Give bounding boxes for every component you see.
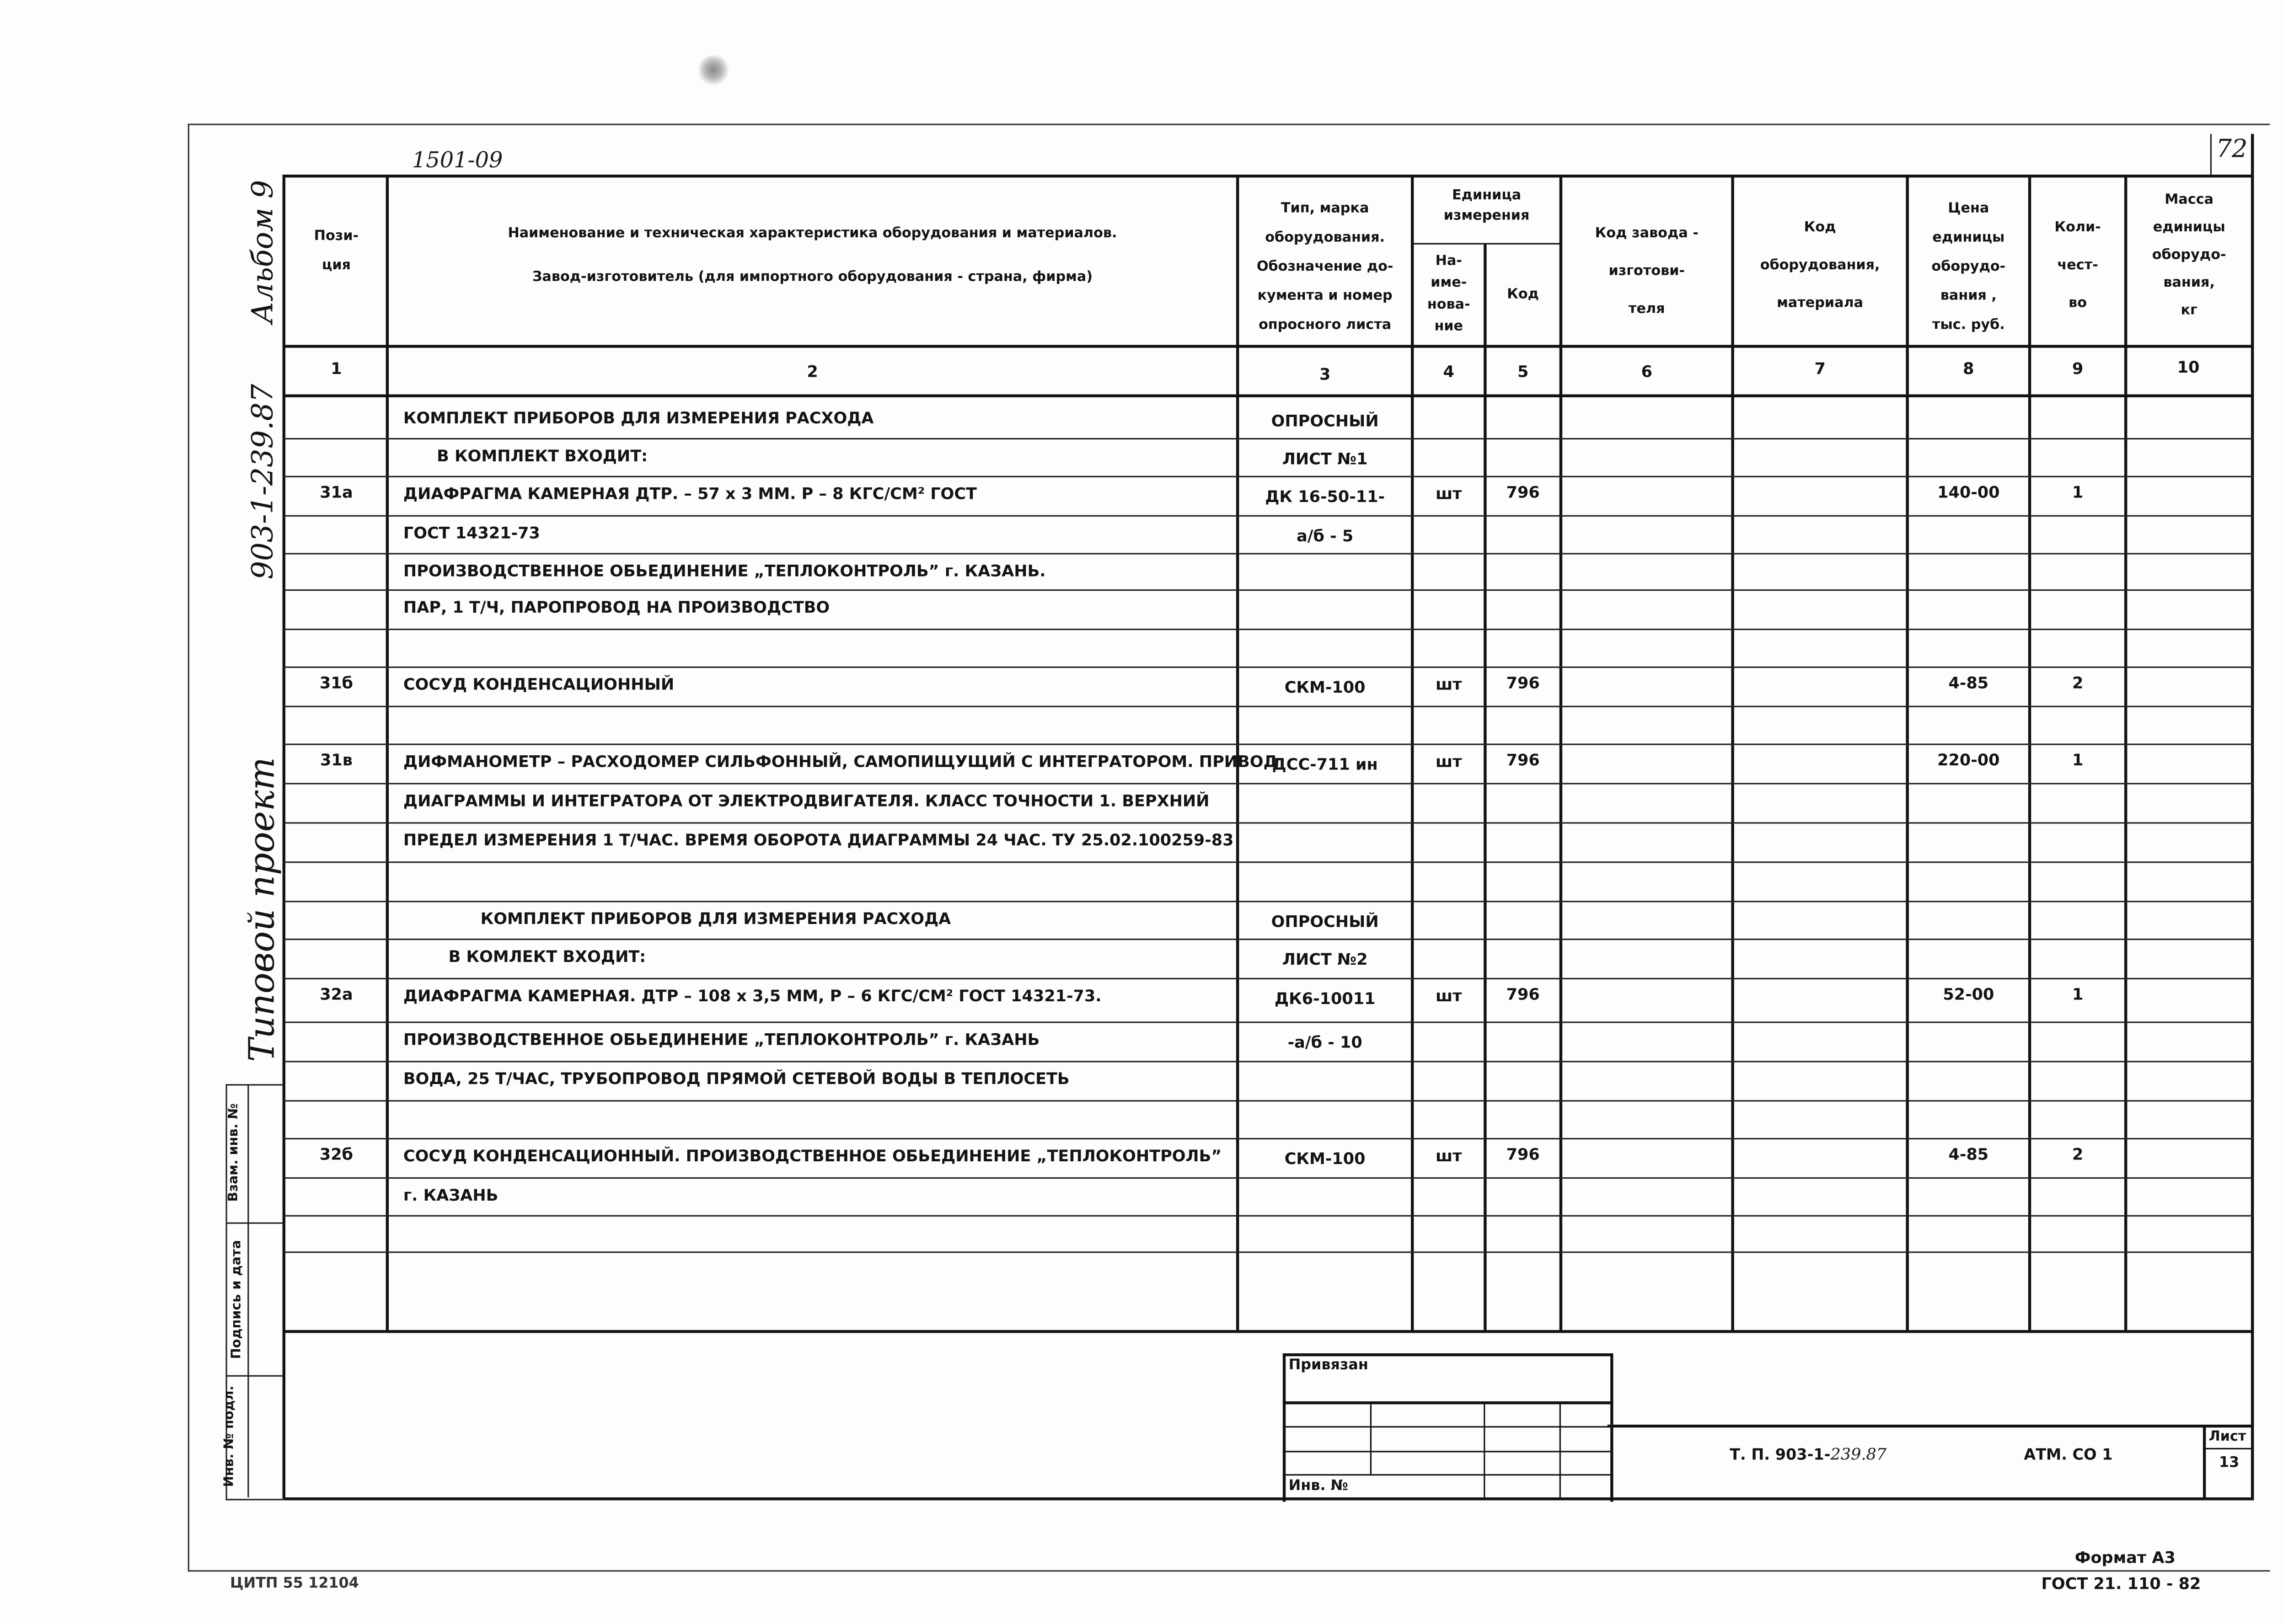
col-number-10: 10 bbox=[2177, 358, 2200, 377]
row-quantity: 2 bbox=[2072, 1145, 2084, 1165]
col-number-4: 4 bbox=[1443, 362, 1454, 381]
privyazan-hline-1 bbox=[1283, 1401, 1610, 1404]
row-price: 4-85 bbox=[1948, 1145, 1989, 1165]
row-name: ГОСТ 14321-73 bbox=[403, 524, 540, 543]
header-c7 bbox=[1734, 209, 1906, 323]
row-code: 796 bbox=[1506, 985, 1540, 1004]
row-unit: шт bbox=[1436, 752, 1462, 771]
header-c6 bbox=[1562, 215, 1731, 329]
stamp-label-podpis: Подпись и дата bbox=[230, 1240, 245, 1359]
row-code: 796 bbox=[1506, 483, 1540, 502]
outer-border-top bbox=[188, 124, 2270, 125]
row-divider bbox=[284, 978, 2254, 979]
header-c3-l3: Обозначение до- bbox=[1256, 259, 1393, 275]
row-divider bbox=[284, 861, 2254, 863]
row-name: ДИАФРАГМА КАМЕРНАЯ ДТР. – 57 х 3 ММ. Р – 8 КГС/СМ² ГОСТ bbox=[403, 484, 977, 504]
header-c10-l5: кг bbox=[2181, 303, 2197, 319]
title-block-top-line bbox=[1608, 1425, 2254, 1427]
col-number-3: 3 bbox=[1319, 365, 1331, 385]
header-c8-l3: оборудо- bbox=[1931, 259, 2006, 275]
row-price: 220-00 bbox=[1937, 751, 2000, 770]
header-c8-l4: вания , bbox=[1940, 288, 1997, 304]
row-type: ДСС-711 ин bbox=[1272, 755, 1378, 775]
header-c3 bbox=[1239, 195, 1411, 340]
row-name: ДИАГРАММЫ И ИНТЕГРАТОРА ОТ ЭЛЕКТРОДВИГАТЕЛЯ. КЛАСС ТОЧНОСТИ 1. ВЕРХНИЙ bbox=[403, 791, 1210, 811]
row-position: 31в bbox=[320, 751, 353, 770]
inv-no-label: Инв. № bbox=[1288, 1478, 1348, 1495]
row-code: 796 bbox=[1506, 1145, 1540, 1165]
header-c10-l1: Масса bbox=[2165, 192, 2214, 208]
table-bottom-line bbox=[284, 1330, 2254, 1333]
privyazan-hline-3 bbox=[1283, 1451, 1610, 1452]
row-type: ДК 16-50-11- bbox=[1265, 487, 1385, 507]
header-c7-l2: оборудования, bbox=[1760, 257, 1880, 274]
col-number-8: 8 bbox=[1963, 359, 1974, 379]
header-c7-l3: материала bbox=[1777, 295, 1864, 312]
header-c3-l1: Тип, марка bbox=[1281, 201, 1369, 217]
row-name: ПАР, 1 Т/Ч, ПАРОПРОВОД НА ПРОИЗВОДСТВО bbox=[403, 598, 830, 617]
frame-bottom bbox=[284, 1497, 2254, 1500]
header-c10-l2: единицы bbox=[2153, 219, 2225, 236]
row-name: г. КАЗАНЬ bbox=[403, 1186, 498, 1205]
doc-number-hand: 239.87 bbox=[1830, 1445, 1887, 1464]
col-number-7: 7 bbox=[1814, 359, 1826, 379]
row-divider bbox=[284, 939, 2254, 940]
row-divider bbox=[284, 629, 2254, 630]
header-c3-l2: оборудования. bbox=[1265, 230, 1385, 246]
header-c8 bbox=[1909, 195, 2028, 340]
row-unit: шт bbox=[1436, 484, 1462, 504]
side-note-album: Альбом 9 bbox=[244, 180, 280, 324]
row-name: ВОДА, 25 Т/ЧАС, ТРУБОПРОВОД ПРЯМОЙ СЕТЕВОЙ ВОДЫ В ТЕПЛОСЕТЬ bbox=[403, 1069, 1070, 1089]
row-code: 796 bbox=[1506, 673, 1540, 693]
col-number-9: 9 bbox=[2072, 359, 2084, 379]
row-name: КОМПЛЕКТ ПРИБОРОВ ДЛЯ ИЗМЕРЕНИЯ РАСХОДА bbox=[403, 409, 874, 428]
sheet-box-left bbox=[2203, 1425, 2206, 1499]
row-divider bbox=[284, 1100, 2254, 1101]
col-number-2: 2 bbox=[807, 362, 818, 381]
drawing-number: 1501-09 bbox=[412, 147, 503, 173]
row-price: 4-85 bbox=[1948, 673, 1989, 693]
header-c4-l1: На- bbox=[1435, 253, 1462, 269]
privyazan-vline-3 bbox=[1560, 1401, 1561, 1497]
corner-sheet-number: 72 bbox=[2216, 135, 2248, 165]
header-c9-l1: Коли- bbox=[2054, 219, 2101, 236]
vline-col6 bbox=[1731, 175, 1734, 1331]
format-label: Формат А3 bbox=[2074, 1548, 2176, 1567]
row-price: 140-00 bbox=[1937, 483, 2000, 502]
row-divider bbox=[284, 1251, 2254, 1253]
row-name: ПРОИЗВОДСТВЕННОЕ ОБЬЕДИНЕНИЕ „ТЕПЛОКОНТРОЛЬ” г. КАЗАНЬ. bbox=[403, 561, 1046, 581]
row-divider bbox=[284, 1061, 2254, 1062]
vline-col5 bbox=[1560, 175, 1562, 1331]
row-quantity: 2 bbox=[2072, 673, 2084, 693]
vline-col9 bbox=[2124, 175, 2127, 1331]
outer-border-bottom bbox=[188, 1570, 2270, 1571]
header-c6-l3: теля bbox=[1628, 301, 1665, 317]
row-name: КОМПЛЕКТ ПРИБОРОВ ДЛЯ ИЗМЕРЕНИЯ РАСХОДА bbox=[480, 909, 951, 929]
stamp-label-inv-podl: Инв. № подл. bbox=[223, 1385, 237, 1487]
row-quantity: 1 bbox=[2072, 985, 2084, 1004]
row-price: 52-00 bbox=[1943, 985, 1994, 1004]
header-unit-l1: Единица bbox=[1452, 187, 1522, 204]
privyazan-vline-2 bbox=[1484, 1401, 1485, 1497]
row-position: 32б bbox=[319, 1145, 354, 1165]
row-name: В КОМЛЕКТ ВХОДИТ: bbox=[448, 947, 646, 967]
row-divider bbox=[284, 476, 2254, 477]
header-c2-line1: Наименование и техническая характеристика оборудования и материалов. bbox=[508, 225, 1117, 242]
header-c8-l2: единицы bbox=[1932, 230, 2005, 246]
side-note-project-type: Типовой проект bbox=[241, 757, 283, 1062]
numbers-bottom-line bbox=[284, 395, 2254, 397]
header-c9-l2: чест- bbox=[2057, 257, 2098, 274]
gost-label: ГОСТ 21. 110 - 82 bbox=[2041, 1574, 2201, 1594]
header-bottom-line bbox=[284, 345, 2254, 347]
row-type: СКМ-100 bbox=[1284, 1149, 1366, 1169]
row-divider bbox=[284, 515, 2254, 517]
row-divider bbox=[284, 1021, 2254, 1023]
row-divider bbox=[284, 553, 2254, 554]
row-type: ЛИСТ №2 bbox=[1282, 950, 1368, 969]
vline-col4 bbox=[1484, 243, 1486, 1332]
row-type: ОПРОСНЫЙ bbox=[1271, 411, 1379, 431]
row-type: -а/б - 10 bbox=[1287, 1033, 1362, 1052]
row-divider bbox=[284, 438, 2254, 439]
sheet-box-divider bbox=[2203, 1448, 2254, 1449]
header-c2-line2: Завод-изготовитель (для импортного оборудования - страна, фирма) bbox=[532, 269, 1093, 285]
row-divider bbox=[284, 1215, 2254, 1217]
print-code: ЦИТП 55 12104 bbox=[230, 1576, 359, 1592]
header-c7-l1: Код bbox=[1804, 219, 1836, 236]
header-c10 bbox=[2127, 186, 2251, 324]
outer-border-left bbox=[188, 124, 189, 1572]
header-c9-l3: во bbox=[2069, 295, 2087, 312]
row-position: 31б bbox=[319, 673, 354, 693]
header-unit-group bbox=[1414, 186, 1559, 227]
doc-code: АТМ. СО 1 bbox=[2024, 1446, 2113, 1464]
row-divider bbox=[284, 901, 2254, 902]
sheet-label: Лист bbox=[2208, 1429, 2246, 1445]
row-name: ПРЕДЕЛ ИЗМЕРЕНИЯ 1 Т/ЧАС. ВРЕМЯ ОБОРОТА ДИАГРАММЫ 24 ЧАС. ТУ 25.02.100259-83 bbox=[403, 831, 1234, 850]
row-type: ДК6-10011 bbox=[1274, 989, 1376, 1009]
header-c1: Пози-ция bbox=[314, 228, 359, 274]
row-name: ДИАФРАГМА КАМЕРНАЯ. ДТР – 108 х 3,5 ММ, Р – 6 КГС/СМ² ГОСТ 14321-73. bbox=[403, 986, 1102, 1006]
row-divider bbox=[284, 589, 2254, 591]
row-divider bbox=[284, 783, 2254, 784]
header-c10-l4: вания, bbox=[2163, 275, 2215, 291]
privyazan-label: Привязан bbox=[1288, 1357, 1368, 1374]
header-c9 bbox=[2031, 209, 2124, 323]
header-c3-l5: опросного листа bbox=[1259, 317, 1392, 333]
row-type: ОПРОСНЫЙ bbox=[1271, 912, 1379, 931]
row-position: 32а bbox=[320, 985, 353, 1004]
stamp-label-vzam: Взам. инв. № bbox=[227, 1103, 242, 1202]
row-divider bbox=[284, 1138, 2254, 1139]
row-quantity: 1 bbox=[2072, 483, 2084, 502]
row-unit: шт bbox=[1436, 986, 1462, 1006]
header-unit-l2: измерения bbox=[1443, 208, 1530, 224]
doc-number-prefix: Т. П. 903-1- bbox=[1730, 1446, 1831, 1464]
col-number-5: 5 bbox=[1517, 362, 1529, 381]
frame-top bbox=[284, 175, 2254, 177]
row-divider bbox=[284, 1177, 2254, 1179]
header-c3-l4: кумента и номер bbox=[1257, 288, 1393, 304]
row-unit: шт bbox=[1436, 1147, 1462, 1166]
row-name: ДИФМАНОМЕТР – РАСХОДОМЕР СИЛЬФОННЫЙ, САМОПИЩУЩИЙ С ИНТЕГРАТОРОМ. ПРИВОД bbox=[403, 752, 1278, 771]
header-c5: Код bbox=[1507, 287, 1539, 303]
header-c4-l2: име- bbox=[1431, 275, 1467, 291]
header-c4 bbox=[1414, 250, 1484, 337]
row-name: СОСУД КОНДЕНСАЦИОННЫЙ. ПРОИЗВОДСТВЕННОЕ ОБЬЕДИНЕНИЕ „ТЕПЛОКОНТРОЛЬ” bbox=[403, 1147, 1222, 1166]
doc-number bbox=[1730, 1445, 1886, 1464]
header-c10-l3: оборудо- bbox=[2152, 247, 2226, 264]
header-c4-l4: ние bbox=[1434, 319, 1463, 335]
scan-speck bbox=[696, 55, 731, 85]
row-type: СКМ-100 bbox=[1284, 678, 1366, 697]
col-number-1: 1 bbox=[331, 359, 342, 379]
row-code: 796 bbox=[1506, 751, 1540, 770]
row-position: 31а bbox=[320, 483, 353, 502]
header-c8-l1: Цена bbox=[1948, 201, 1989, 217]
row-divider bbox=[284, 706, 2254, 707]
header-c6-l2: изготови- bbox=[1608, 263, 1685, 280]
row-unit: шт bbox=[1436, 675, 1462, 694]
header-c8-l5: тыс. руб. bbox=[1932, 317, 2005, 333]
row-quantity: 1 bbox=[2072, 751, 2084, 770]
sheet-number: 13 bbox=[2219, 1455, 2240, 1471]
header-c4-l3: нова- bbox=[1427, 297, 1470, 313]
privyazan-hline-2 bbox=[1283, 1426, 1610, 1427]
row-divider bbox=[284, 743, 2254, 745]
privyazan-hline-4 bbox=[1283, 1474, 1610, 1475]
side-note-project-code: 903-1-239.87 bbox=[244, 384, 280, 580]
col-number-6: 6 bbox=[1641, 362, 1652, 381]
row-type: а/б - 5 bbox=[1297, 527, 1354, 546]
row-name: В КОМПЛЕКТ ВХОДИТ: bbox=[437, 447, 648, 466]
row-type: ЛИСТ №1 bbox=[1282, 449, 1368, 469]
row-name: ПРОИЗВОДСТВЕННОЕ ОБЬЕДИНЕНИЕ „ТЕПЛОКОНТРОЛЬ” г. КАЗАНЬ bbox=[403, 1030, 1040, 1049]
header-c6-l1: Код завода - bbox=[1595, 225, 1699, 242]
row-divider bbox=[284, 822, 2254, 823]
row-divider bbox=[284, 667, 2254, 668]
row-name: СОСУД КОНДЕНСАЦИОННЫЙ bbox=[403, 675, 675, 694]
frame-right bbox=[2251, 134, 2254, 1499]
privyazan-vline-1 bbox=[1370, 1401, 1372, 1474]
